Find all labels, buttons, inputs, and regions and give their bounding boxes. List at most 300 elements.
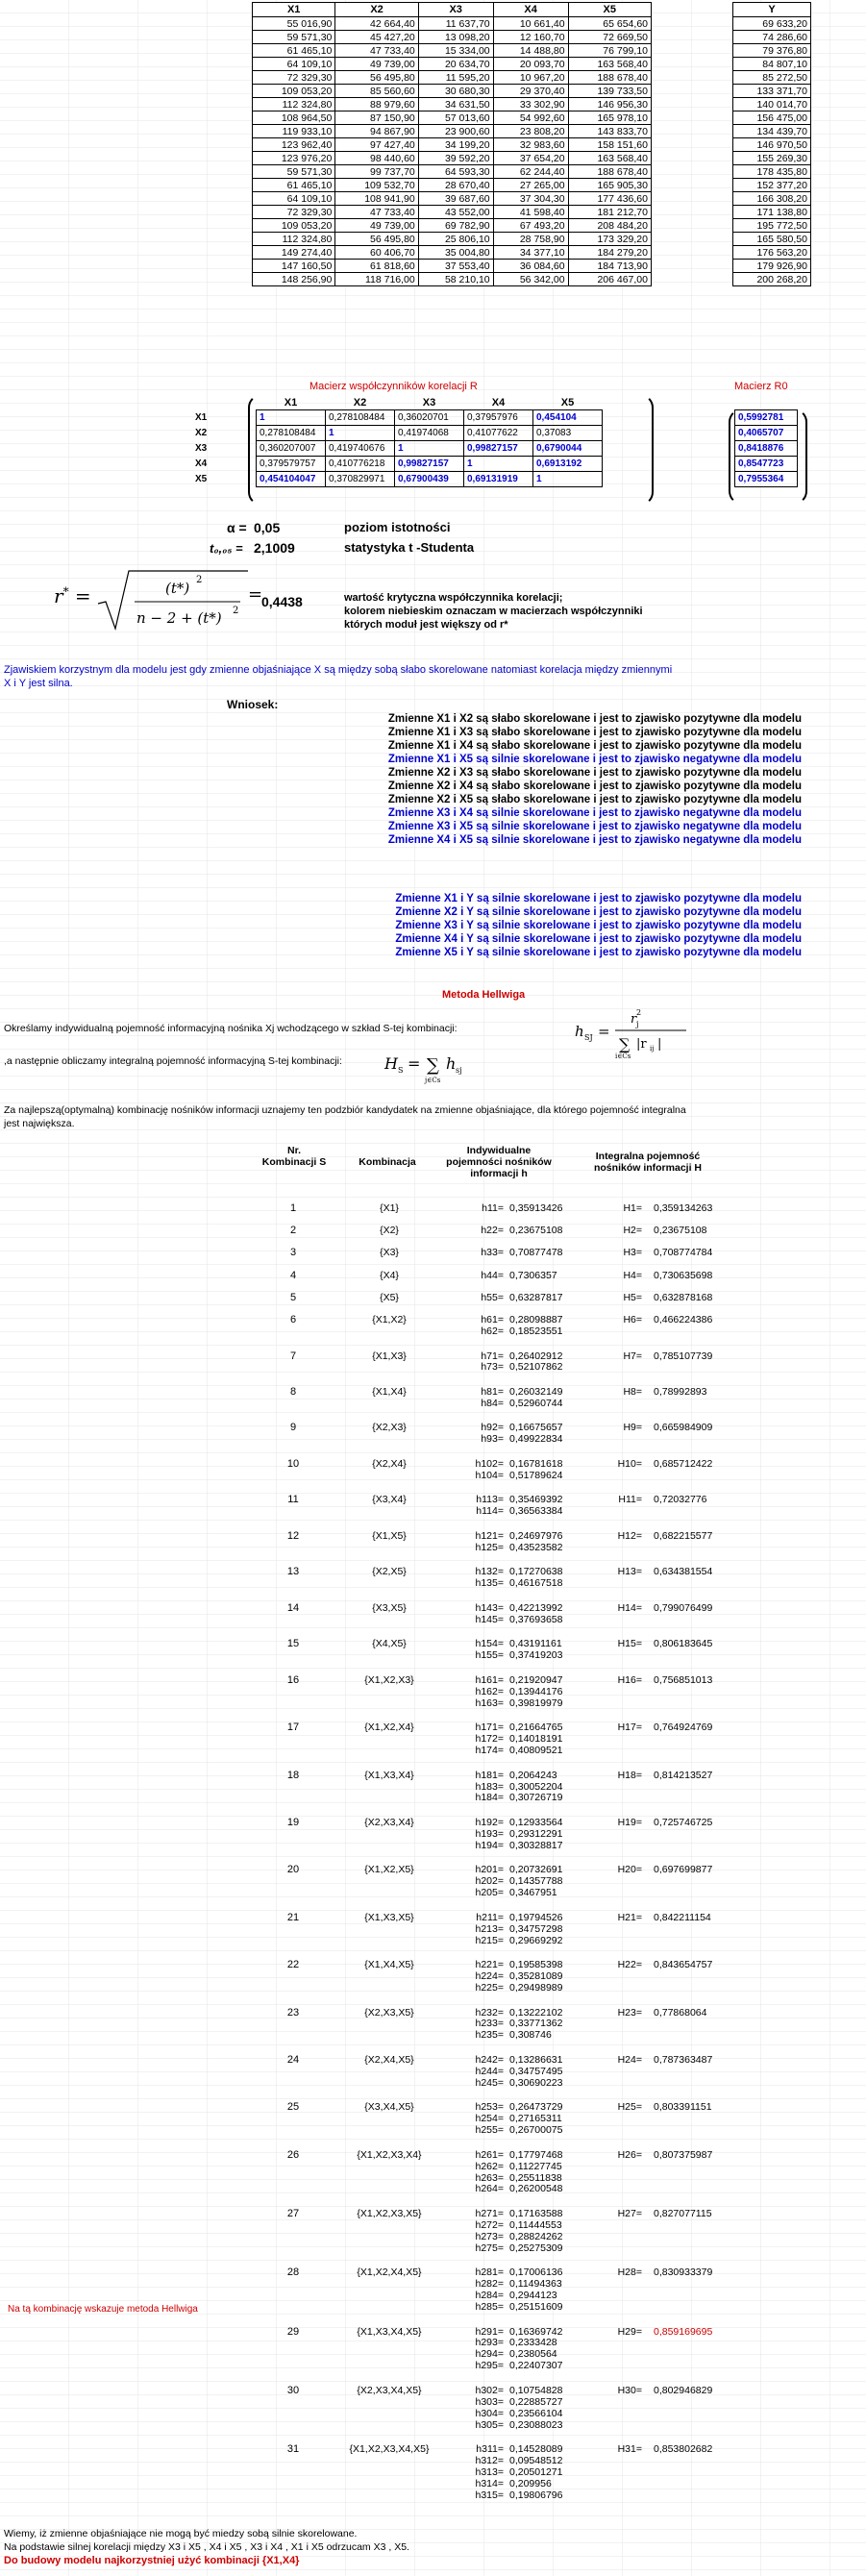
H-value: 0,764924769 [654, 1721, 713, 1734]
H-label: H30= [617, 2384, 642, 2396]
H-label: H8= [623, 1385, 642, 1398]
h-value: 0,26402912 [509, 1350, 563, 1362]
table-row [253, 17, 652, 31]
combo-set: {X1,X3,X4} [364, 1769, 414, 1781]
h-label: h245= [475, 2076, 504, 2089]
h-label: h224= [475, 1970, 504, 1983]
h-label: h184= [475, 1792, 504, 1804]
h-value: 0,23088023 [509, 2418, 563, 2431]
h-value: 0,209956 [509, 2477, 552, 2489]
h-label: h33= [481, 1247, 504, 1259]
combo-nr: 11 [287, 1494, 299, 1506]
h-value: 0,13222102 [509, 2006, 563, 2019]
h-label: h62= [481, 1325, 504, 1337]
table-cell: 188 678,40 [568, 165, 651, 179]
h-value: 0,11494363 [509, 2278, 562, 2291]
H-label: H16= [617, 1673, 642, 1686]
H-value: 0,830933379 [654, 2266, 713, 2279]
H-label: H21= [617, 1911, 642, 1923]
h-value: 0,17797468 [509, 2148, 563, 2161]
t-label: t₀,₀₅ = [210, 541, 243, 556]
h-value: 0,14018191 [509, 1733, 563, 1746]
table-cell: 45 427,20 [335, 31, 418, 44]
table-cell: 15 334,00 [418, 44, 493, 58]
table-cell: 64 593,30 [418, 165, 493, 179]
H-label: H13= [617, 1566, 642, 1578]
h-value: 0,28098887 [509, 1314, 563, 1326]
combo-row [0, 1530, 866, 1561]
h-label: h201= [475, 1864, 504, 1876]
table-row [253, 206, 652, 219]
wniosek-text: Zmienne X2 i X4 są słabo skorelowane i jest to zjawisko pozytywne dla modelu [387, 780, 802, 792]
table-row [733, 219, 811, 233]
table-row [253, 233, 652, 246]
h-formula [573, 1005, 702, 1059]
h-value: 0,26032149 [509, 1385, 563, 1398]
corr-col-header: X4 [491, 396, 506, 409]
h-label: h163= [475, 1697, 504, 1709]
combo-nr: 18 [286, 1769, 300, 1781]
table-cell: 158 151,60 [568, 138, 651, 152]
combo-row [0, 1959, 866, 2001]
table-cell: 74 286,60 [733, 31, 811, 44]
h-label: h282= [475, 2278, 504, 2291]
table-cell: 58 210,10 [418, 273, 493, 286]
table-cell: 10 967,20 [493, 71, 568, 85]
table-row [733, 98, 811, 111]
h-label: h11= [482, 1202, 504, 1214]
h-value: 0,63287817 [509, 1291, 563, 1303]
wniosek-text: Zmienne X1 i X3 są słabo skorelowane i jest to zjawisko pozytywne dla modelu [387, 727, 802, 738]
wniosek-text: Zmienne X2 i X5 są słabo skorelowane i jest to zjawisko pozytywne dla modelu [387, 794, 802, 805]
table-cell: 23 808,20 [493, 125, 568, 138]
table-cell: 64 109,10 [253, 192, 335, 206]
combo-set: {X1,X2,X4} [364, 1721, 414, 1734]
h-value: 0,20501271 [509, 2465, 563, 2478]
h-label: h254= [475, 2113, 504, 2125]
h-label: h294= [475, 2348, 504, 2361]
h-value: 0,37693658 [509, 1613, 563, 1625]
table-cell: 35 004,80 [418, 246, 493, 260]
table-row [733, 138, 811, 152]
h-label: h172= [475, 1733, 504, 1746]
wniosek-item [263, 753, 802, 766]
table-cell: 55 016,90 [253, 17, 335, 31]
table-cell: 43 552,00 [418, 206, 493, 219]
H-value: 0,799076499 [654, 1601, 713, 1614]
hellwig-line1: Określamy indywidualną pojemność informacyjną nośnika Xj wchodzącego w szkład S-tej kombinacji: [4, 1023, 458, 1034]
corr-row-label: X4 [195, 458, 208, 469]
h-value: 0,10754828 [509, 2384, 563, 2396]
table-cell: 27 265,00 [493, 179, 568, 192]
table-cell: 10 661,40 [493, 17, 568, 31]
h-value: 0,09548512 [509, 2455, 563, 2467]
svg-text:i∈Cs: i∈Cs [615, 1053, 631, 1059]
h-value: 0,34757298 [509, 1922, 563, 1935]
h-label: h232= [475, 2006, 504, 2019]
H-value: 0,634381554 [654, 1566, 713, 1578]
table-cell: 163 568,40 [568, 58, 651, 71]
table-row [253, 138, 652, 152]
table-cell: 59 571,30 [253, 165, 335, 179]
corr-col-header: X2 [353, 396, 367, 409]
table-cell: 200 268,20 [733, 273, 811, 286]
h-label: h44= [481, 1269, 504, 1281]
H-label: H25= [617, 2101, 642, 2114]
table-row [733, 260, 811, 273]
h-value: 0,17163588 [509, 2208, 563, 2219]
table-row [733, 44, 811, 58]
h-value: 0,29498989 [509, 1981, 563, 1994]
svg-text:∑: ∑ [427, 1055, 439, 1076]
hellwig-line3: Za najlepszą(optymalną) kombinację nośników informacji uznajemy ten podzbiór kandydatek na zmienne objaśniające, dla którego pojemność integralna jest największa. [4, 1104, 686, 1129]
combo-row [0, 1674, 866, 1717]
combo-row [0, 1864, 866, 1906]
h-label: h311= [476, 2443, 504, 2456]
h-label: h161= [475, 1673, 504, 1686]
h-label: h73= [481, 1361, 504, 1374]
table-row [253, 165, 652, 179]
table-cell: 56 495,80 [335, 233, 418, 246]
table-cell: 97 427,40 [335, 138, 418, 152]
corr-row [192, 441, 603, 457]
combo-row [0, 1292, 866, 1311]
table-cell: 56 495,80 [335, 71, 418, 85]
table-cell: 147 160,50 [253, 260, 335, 273]
table-cell: 33 302,90 [493, 98, 568, 111]
note-blue: Zjawiskiem korzystnym dla modelu jest gdy zmienne objaśniające X są między sobą słabo skorelowane natomiast korelacja między zmiennymi X i Y jest silna. [4, 664, 673, 689]
combo-row [0, 1225, 866, 1244]
h-value: 0,29312291 [509, 1827, 563, 1840]
r0-matrix-title: Macierz R0 [734, 381, 788, 392]
combo-nr: 6 [289, 1314, 297, 1326]
h-label: h275= [475, 2242, 504, 2254]
h-label: h92= [481, 1422, 504, 1434]
combo-row [0, 2054, 866, 2096]
table-cell: 165 905,30 [568, 179, 651, 192]
table-cell: 109 053,20 [253, 85, 335, 98]
table-row [733, 85, 811, 98]
table-cell: 49 739,00 [335, 58, 418, 71]
corr-cell: 0,6790044 [533, 441, 603, 457]
h-value: 0,11227745 [509, 2160, 562, 2172]
h-label: h104= [475, 1469, 504, 1481]
h-value: 0,3467951 [509, 1887, 557, 1899]
table-row [253, 273, 652, 286]
wniosek-y-item [263, 919, 802, 932]
combo-row [0, 1314, 866, 1345]
combo-nr: 3 [289, 1247, 297, 1259]
table-cell: 98 440,60 [335, 152, 418, 165]
h-value: 0,35469392 [509, 1494, 563, 1506]
table-cell: 37 304,30 [493, 192, 568, 206]
table-cell: 165 978,10 [568, 111, 651, 125]
h-label: h302= [475, 2384, 504, 2396]
h-value: 0,30690223 [509, 2076, 563, 2089]
corr-row [192, 410, 603, 426]
h-label: h194= [475, 1839, 504, 1851]
r0-row [735, 472, 798, 487]
table-cell: 69 782,90 [418, 219, 493, 233]
corr-cell: 0,278108484 [326, 410, 395, 426]
svg-text:j∈Cs: j∈Cs [425, 1077, 441, 1084]
H-label: H26= [617, 2148, 642, 2161]
table-cell: 84 807,10 [733, 58, 811, 71]
corr-row [192, 457, 603, 472]
wniosek-item [263, 726, 802, 739]
combo-row [0, 1770, 866, 1812]
combo-row [0, 1422, 866, 1452]
H-label: H11= [618, 1494, 642, 1506]
combo-set: {X4} [380, 1269, 399, 1281]
corr-cell: 1 [533, 472, 603, 487]
h-label: h273= [475, 2230, 504, 2242]
table-cell: 156 475,00 [733, 111, 811, 125]
table-cell: 61 465,10 [253, 44, 335, 58]
h-value: 0,7306357 [509, 1269, 557, 1281]
footer-line2: Na podstawie silnej korelacji między X3 i X5 , X4 i X5 , X3 i X4 , X1 i X5 odrzucam X3 , X5. [4, 2541, 409, 2553]
h-label: h253= [475, 2101, 504, 2114]
combo-set: {X1,X2} [372, 1314, 407, 1326]
H-label: H17= [617, 1721, 642, 1734]
h-label: h193= [475, 1827, 504, 1840]
table-cell: 119 933,10 [253, 125, 335, 138]
wniosek-item [263, 780, 802, 793]
corr-cell: 0,370829971 [326, 472, 395, 487]
h-value: 0,25151609 [509, 2300, 563, 2313]
table-cell: 34 199,20 [418, 138, 493, 152]
h-value: 0,28824262 [509, 2230, 563, 2242]
table-cell: 148 256,90 [253, 273, 335, 286]
svg-text:h: h [446, 1054, 457, 1073]
corr-cell: 0,360207007 [257, 441, 326, 457]
H-value: 0,632878168 [654, 1291, 713, 1303]
combo-set: {X2,X5} [372, 1566, 407, 1578]
H-label: H10= [617, 1457, 642, 1470]
wnioski-y-list [263, 892, 802, 959]
H-label: H28= [617, 2266, 642, 2279]
h-label: h183= [475, 1780, 504, 1793]
combo-set: {X1,X3,X5} [364, 1911, 414, 1923]
table-cell: 36 084,60 [493, 260, 568, 273]
H-value: 0,842211154 [654, 1911, 711, 1923]
table-cell: 108 941,90 [335, 192, 418, 206]
combo-nr: 30 [286, 2384, 300, 2396]
corr-cell: 1 [395, 441, 464, 457]
table-cell: 179 926,90 [733, 260, 811, 273]
wniosek-y-text: Zmienne X1 i Y są silnie skorelowane i jest to zjawisko pozytywne dla modelu [395, 893, 802, 904]
h-label: h242= [475, 2053, 504, 2066]
table-cell: 208 484,20 [568, 219, 651, 233]
table-cell: 56 342,00 [493, 273, 568, 286]
h-value: 0,13286631 [509, 2053, 563, 2066]
combo-nr: 25 [286, 2101, 300, 2114]
h-label: h205= [475, 1887, 504, 1899]
table-row [253, 125, 652, 138]
table-cell: 12 160,70 [493, 31, 568, 44]
combo-set: {X1,X2,X3,X4} [357, 2148, 422, 2161]
table-cell: 61 465,10 [253, 179, 335, 192]
table-row [253, 192, 652, 206]
table-row [733, 165, 811, 179]
corr-col-header: X3 [422, 396, 436, 409]
H-label: H29= [617, 2325, 642, 2338]
combo-nr: 27 [286, 2208, 300, 2219]
h-value: 0,40809521 [509, 1745, 563, 1757]
table-cell: 47 733,40 [335, 206, 418, 219]
H-label: H14= [617, 1601, 642, 1614]
table-cell: 14 488,80 [493, 44, 568, 58]
table-cell: 173 329,20 [568, 233, 651, 246]
table-cell: 34 377,10 [493, 246, 568, 260]
wniosek-text: Zmienne X4 i X5 są silnie skorelowane i jest to zjawisko negatywne dla modelu [387, 834, 802, 846]
h-label: h281= [475, 2266, 504, 2279]
table-cell: 188 678,40 [568, 71, 651, 85]
wniosek-text: Zmienne X1 i X2 są słabo skorelowane i jest to zjawisko pozytywne dla modelu [387, 713, 802, 725]
table-cell: 54 992,60 [493, 111, 568, 125]
h-label: h271= [475, 2208, 504, 2219]
h-label: h171= [475, 1721, 504, 1734]
combo-set: {X2,X3,X4,X5} [357, 2384, 422, 2396]
r0-cell: 0,8418876 [735, 441, 798, 457]
table-cell: 149 274,40 [253, 246, 335, 260]
table-cell: 67 493,20 [493, 219, 568, 233]
table-cell: 166 308,20 [733, 192, 811, 206]
table-cell: 30 680,30 [418, 85, 493, 98]
corr-col-header: X5 [560, 396, 575, 409]
wniosek-text: Zmienne X2 i X3 są słabo skorelowane i jest to zjawisko pozytywne dla modelu [387, 767, 802, 779]
table-cell: 163 568,40 [568, 152, 651, 165]
t-desc: statystyka t -Studenta [344, 540, 475, 555]
h-value: 0,11444553 [509, 2218, 562, 2231]
corr-cell: 0,99827157 [464, 441, 533, 457]
h-label: h272= [475, 2218, 504, 2231]
h-value: 0,29669292 [509, 1934, 563, 1946]
r0-matrix [734, 409, 798, 487]
corr-cell: 0,36020701 [395, 410, 464, 426]
combo-nr: 16 [286, 1673, 300, 1686]
table-cell: 134 439,70 [733, 125, 811, 138]
table-row [733, 192, 811, 206]
H-formula [383, 1044, 513, 1088]
h-label: h132= [475, 1566, 504, 1578]
svg-text:H: H [384, 1054, 398, 1073]
table-cell: 64 109,10 [253, 58, 335, 71]
h-value: 0,18523551 [509, 1325, 563, 1337]
table-cell: 11 595,20 [418, 71, 493, 85]
H-value: 0,807375987 [654, 2148, 713, 2161]
wniosek-text: Zmienne X3 i X5 są silnie skorelowane i jest to zjawisko negatywne dla modelu [387, 821, 802, 832]
wniosek-item [263, 739, 802, 753]
rstar-desc2: kolorem niebieskim oznaczam w macierzach współczynniki [344, 606, 643, 617]
combo-row [0, 1350, 866, 1381]
svg-text:h: h [575, 1023, 584, 1040]
combo-set: {X5} [380, 1291, 399, 1303]
h-label: h102= [475, 1457, 504, 1470]
svg-text:sj: sj [456, 1066, 462, 1075]
combo-nr: 28 [286, 2266, 300, 2279]
h-value: 0,25511838 [509, 2171, 562, 2184]
combo-set: {X1,X4} [372, 1385, 407, 1398]
table-cell: 23 900,60 [418, 125, 493, 138]
svg-text:|r: |r [636, 1037, 647, 1052]
h-label: h284= [475, 2290, 504, 2302]
h-value: 0,22407307 [509, 2360, 563, 2372]
combo-set: {X2} [380, 1225, 399, 1237]
H-value: 0,72032776 [654, 1494, 707, 1506]
table-row [253, 152, 652, 165]
wniosek-y-item [263, 905, 802, 919]
h-label: h81= [481, 1385, 504, 1398]
table-cell: 143 833,70 [568, 125, 651, 138]
table-cell: 133 371,70 [733, 85, 811, 98]
combo-nr: 24 [286, 2053, 300, 2066]
table-cell: 49 739,00 [335, 219, 418, 233]
H-label: H5= [623, 1291, 642, 1303]
table-cell: 118 716,00 [335, 273, 418, 286]
combo-nr: 26 [286, 2148, 300, 2161]
H-label: H22= [617, 1959, 642, 1971]
corr-col-header: X1 [284, 396, 298, 409]
table-cell: 85 560,60 [335, 85, 418, 98]
table-cell: 109 532,70 [335, 179, 418, 192]
h-value: 0,43191161 [509, 1638, 562, 1650]
h-label: h145= [475, 1613, 504, 1625]
combo-row [0, 1721, 866, 1764]
table-row [733, 111, 811, 125]
h-label: h125= [475, 1541, 504, 1553]
table-cell: 34 631,50 [418, 98, 493, 111]
table-row [733, 17, 811, 31]
h-value: 0,33771362 [509, 2018, 563, 2030]
y-header: Y [733, 3, 811, 17]
hellwig-line2: ,a następnie obliczamy integralną pojemność informacyjną S-tej kombinacji: [4, 1055, 342, 1067]
table-row [253, 179, 652, 192]
table-row [733, 233, 811, 246]
h-label: h202= [475, 1875, 504, 1888]
h-label: h61= [481, 1314, 504, 1326]
table-row [253, 31, 652, 44]
table-cell: 139 733,50 [568, 85, 651, 98]
wniosek-item [263, 793, 802, 806]
svg-text:ij: ij [650, 1045, 655, 1053]
table-cell: 171 138,80 [733, 206, 811, 219]
footer-line3: Do budowy modelu najkorzystniej użyć kombinacji {X1,X4} [4, 2555, 300, 2566]
h-label: h93= [481, 1433, 504, 1446]
combo-set: {X2,X3,X5} [364, 2006, 414, 2019]
alpha-label: α = [227, 520, 247, 535]
h-label: h22= [481, 1225, 504, 1237]
H-value: 0,803391151 [654, 2101, 712, 2114]
combo-row [0, 2326, 866, 2380]
wniosek-y-item [263, 932, 802, 946]
h-value: 0,21664765 [509, 1721, 563, 1734]
H-value: 0,359134263 [654, 1202, 713, 1214]
h-label: h211= [476, 1911, 504, 1923]
H-value: 0,725746725 [654, 1817, 713, 1829]
combo-set: {X1,X5} [372, 1529, 407, 1542]
H-value: 0,682215577 [654, 1529, 713, 1542]
wnioski-title: Wniosek: [227, 698, 279, 711]
h-value: 0,26473729 [509, 2101, 563, 2114]
table-row [253, 85, 652, 98]
h-label: h55= [481, 1291, 504, 1303]
h-value: 0,25275309 [509, 2242, 563, 2254]
table-cell: 195 772,50 [733, 219, 811, 233]
col-header: X3 [418, 3, 493, 17]
h-value: 0,39819979 [509, 1697, 563, 1709]
corr-cell: 1 [326, 426, 395, 441]
